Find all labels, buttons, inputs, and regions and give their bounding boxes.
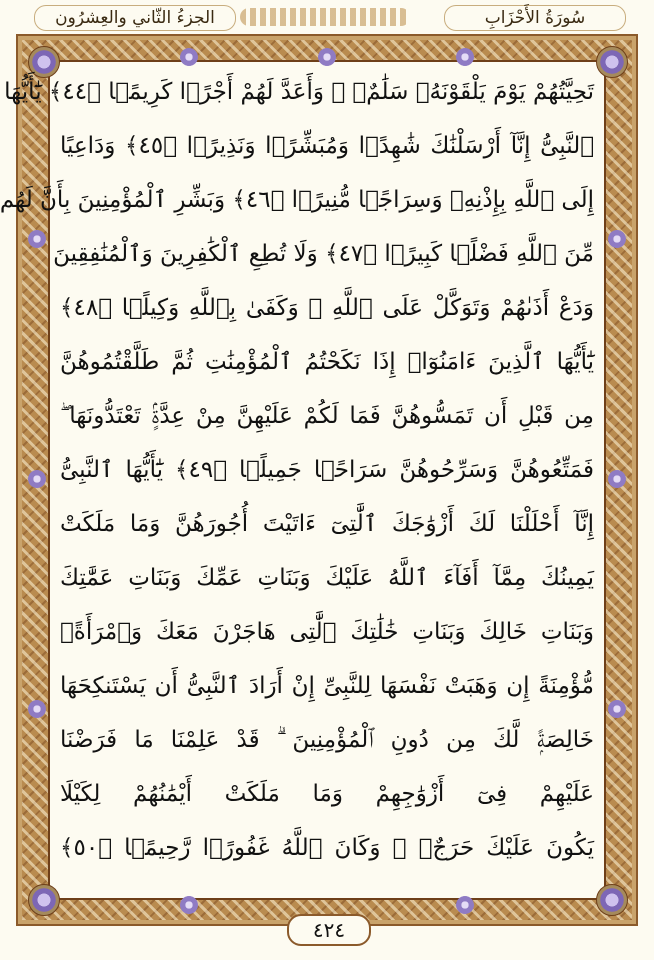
corner-ornament-icon	[596, 884, 628, 916]
text-line: عَلَيْهِمْ فِىٓ أَزْوَٰجِهِمْ وَمَا مَلَكَتْ أَيْمَٰنُهُمْ لِكَيْلَا	[60, 781, 594, 807]
header-ornament	[240, 8, 410, 26]
juz-label: الجزءُ الثّاني والعِشرُون	[34, 5, 236, 31]
text-line: إِلَى ٱللَّهِ بِإِذْنِهِۦ وَسِرَاجًۭا مُّنِيرًۭا ﴿٤٦﴾ وَبَشِّرِ ٱلْمُؤْمِنِينَ بِأَنَّ لَهُم	[0, 187, 594, 213]
text-line: وَبَنَاتِ خَالِكَ وَبَنَاتِ خَٰلَٰتِكَ ٱلَّٰتِى هَاجَرْنَ مَعَكَ وَٱمْرَأَةًۭ	[60, 619, 594, 645]
text-line: يَٰٓأَيُّهَا ٱلَّذِينَ ءَامَنُوٓا۟ إِذَا نَكَحْتُمُ ٱلْمُؤْمِنَٰتِ ثُمَّ طَلَّقْتُمُوهُنَّ	[60, 349, 594, 375]
flower-ornament-icon	[456, 896, 474, 914]
flower-ornament-icon	[28, 470, 46, 488]
flower-ornament-icon	[28, 230, 46, 248]
text-line: إِنَّآ أَحْلَلْنَا لَكَ أَزْوَٰجَكَ ٱلَّٰتِىٓ ءَاتَيْتَ أُجُورَهُنَّ وَمَا مَلَكَتْ	[60, 511, 594, 537]
corner-ornament-icon	[28, 884, 60, 916]
text-line: مُّؤْمِنَةً إِن وَهَبَتْ نَفْسَهَا لِلنَّبِىِّ إِنْ أَرَادَ ٱلنَّبِىُّ أَن يَسْتَنكِحَهَا	[60, 673, 594, 699]
text-line: مِن قَبْلِ أَن تَمَسُّوهُنَّ فَمَا لَكُمْ عَلَيْهِنَّ مِنْ عِدَّةٍۢ تَعْتَدُّونَهَا ۖ	[60, 403, 594, 429]
flower-ornament-icon	[608, 230, 626, 248]
text-line: مِّنَ ٱللَّهِ فَضْلًۭا كَبِيرًۭا ﴿٤٧﴾ وَلَا تُطِعِ ٱلْكَٰفِرِينَ وَٱلْمُنَٰفِقِينَ	[53, 241, 594, 267]
surah-label: سُورَةُ الأَحْزَابِ	[444, 5, 626, 31]
text-line: يَمِينُكَ مِمَّآ أَفَآءَ ٱللَّهُ عَلَيْكَ وَبَنَاتِ عَمِّكَ وَبَنَاتِ عَمَّٰتِكَ	[60, 565, 594, 591]
flower-ornament-icon	[28, 700, 46, 718]
text-line: خَالِصَةًۭ لَّكَ مِن دُونِ ٱلْمُؤْمِنِينَ ۗ قَدْ عَلِمْنَا مَا فَرَضْنَا	[60, 727, 594, 753]
text-line: ٱلنَّبِىُّ إِنَّآ أَرْسَلْنَٰكَ شَٰهِدًۭا وَمُبَشِّرًۭا وَنَذِيرًۭا ﴿٤٥﴾ وَدَاعِيًا	[60, 133, 594, 159]
text-line: تَحِيَّتُهُمْ يَوْمَ يَلْقَوْنَهُۥ سَلَٰمٌۭ ۚ وَأَعَدَّ لَهُمْ أَجْرًۭا كَرِيمًۭا ﴿٤٤﴾ يَٰٓأَيُّهَا	[4, 79, 594, 105]
text-line: يَكُونَ عَلَيْكَ حَرَجٌۭ ۗ وَكَانَ ٱللَّهُ غَفُورًۭا رَّحِيمًۭا ﴿٥٠﴾	[60, 835, 594, 861]
quran-text	[0, 64, 594, 892]
flower-ornament-icon	[608, 470, 626, 488]
corner-ornament-icon	[596, 46, 628, 78]
flower-ornament-icon	[608, 700, 626, 718]
page-header	[0, 0, 654, 34]
text-line: فَمَتِّعُوهُنَّ وَسَرِّحُوهُنَّ سَرَاحًۭا جَمِيلًۭا ﴿٤٩﴾ يَٰٓأَيُّهَا ٱلنَّبِىُّ	[60, 457, 594, 483]
flower-ornament-icon	[180, 896, 198, 914]
text-line: وَدَعْ أَذَىٰهُمْ وَتَوَكَّلْ عَلَى ٱللَّهِ ۚ وَكَفَىٰ بِٱللَّهِ وَكِيلًۭا ﴿٤٨﴾	[60, 295, 594, 321]
page-number: ٤٢٤	[287, 914, 371, 946]
